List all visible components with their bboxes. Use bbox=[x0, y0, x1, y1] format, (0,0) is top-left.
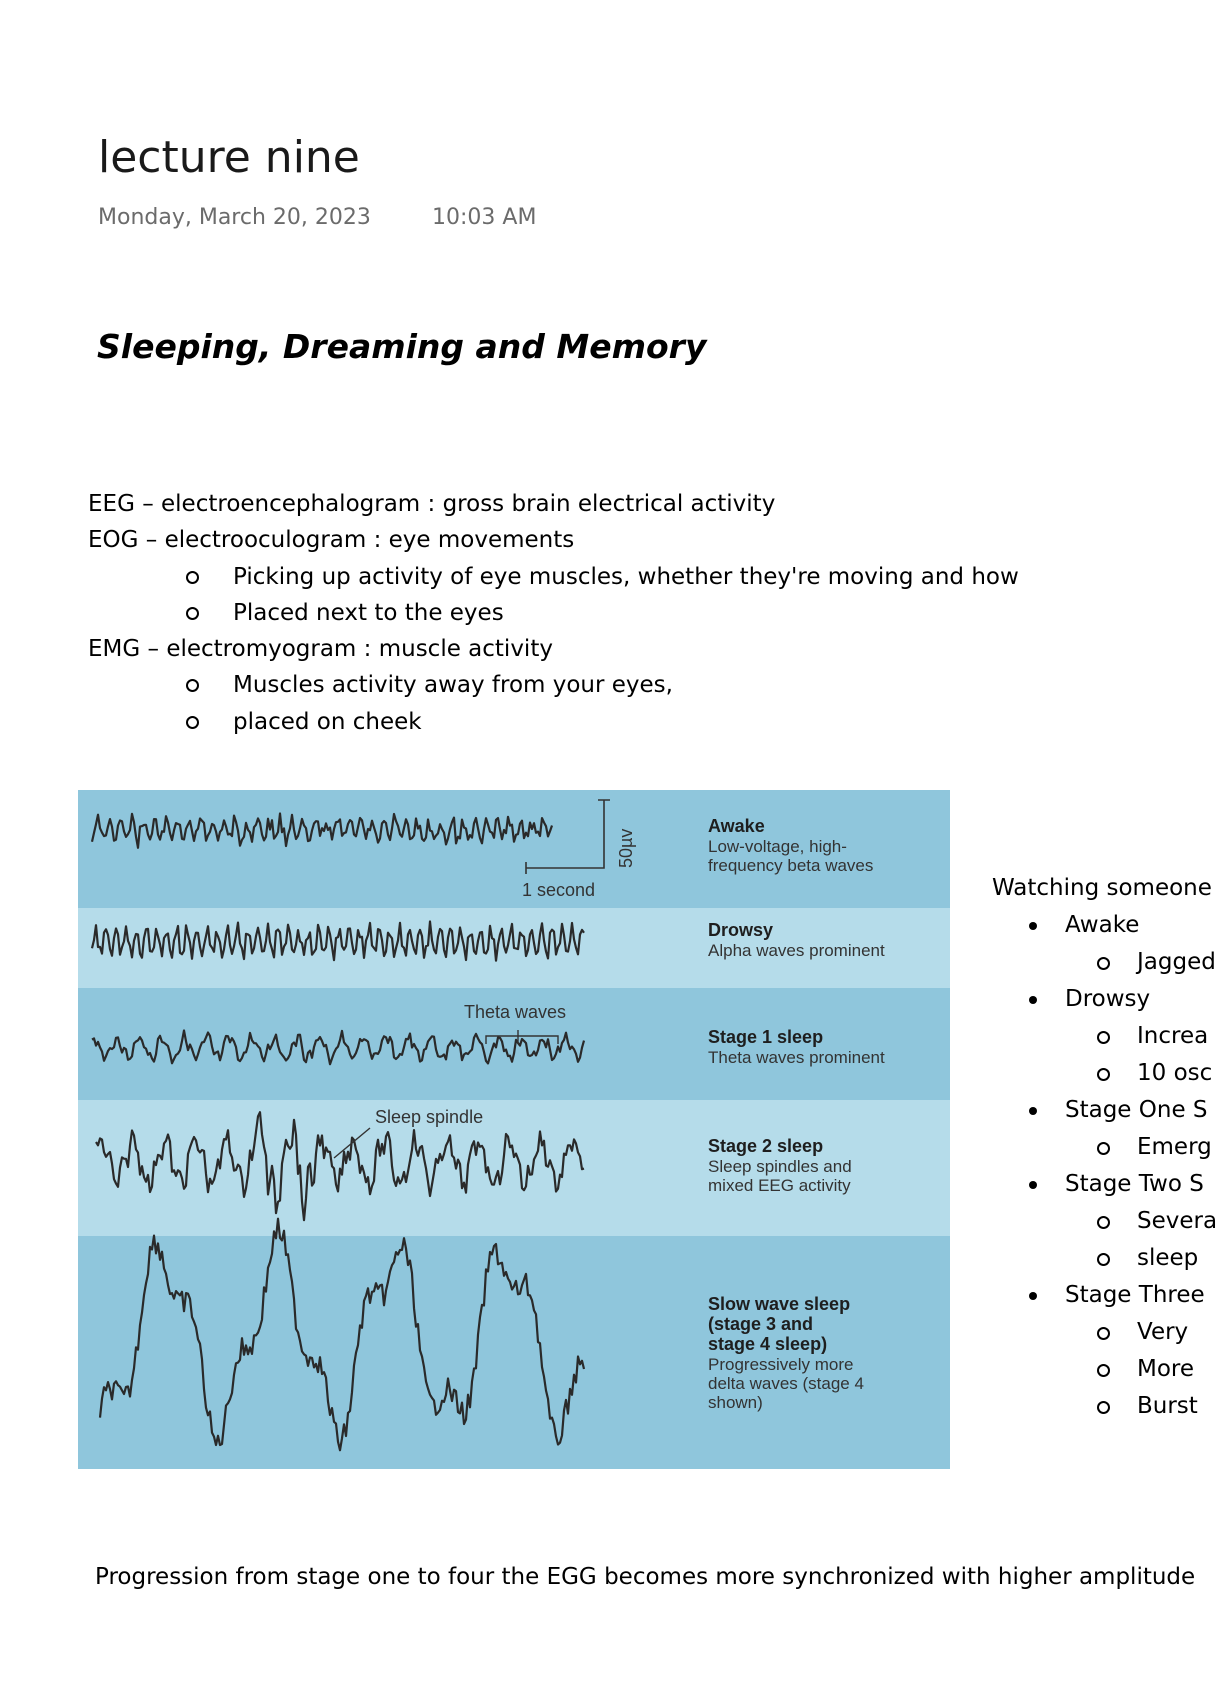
side-note-text: Stage Two S bbox=[1065, 1171, 1204, 1197]
circle-bullet-icon bbox=[1097, 1253, 1110, 1266]
theta-waves-annotation: Theta waves bbox=[464, 1002, 567, 1022]
side-note-text: Drowsy bbox=[1065, 986, 1151, 1012]
side-note-line bbox=[992, 870, 1212, 907]
side-note-text: Increa bbox=[1137, 1023, 1209, 1049]
circle-bullet-icon bbox=[186, 679, 199, 692]
stage-desc-drowsy: Alpha waves prominent bbox=[708, 941, 885, 960]
side-note-subitem bbox=[992, 1203, 1217, 1240]
circle-bullet-icon bbox=[1097, 1401, 1110, 1414]
side-note-text: Awake bbox=[1065, 912, 1140, 938]
svg-text:(stage 3 and bbox=[708, 1314, 813, 1334]
svg-text:stage 4 sleep) bbox=[708, 1334, 827, 1354]
side-note-text: Jagged bbox=[1137, 949, 1216, 975]
svg-text:mixed EEG activity bbox=[708, 1176, 851, 1195]
bullet-dot-icon bbox=[1029, 996, 1037, 1004]
bullet-dot-icon bbox=[1029, 922, 1037, 930]
svg-text:Stage 1 sleep bbox=[708, 1027, 823, 1047]
note-line: EMG – electromyogram : muscle activity bbox=[88, 636, 553, 663]
note-subitem bbox=[88, 704, 1200, 740]
footer-note: Progression from stage one to four the EGG becomes more synchronized with higher amplitude bbox=[95, 1564, 1196, 1590]
side-note-subitem bbox=[992, 944, 1216, 981]
stage-desc-awake: frequency beta waves bbox=[708, 856, 874, 875]
stage-desc-stage1: Theta waves prominent bbox=[708, 1048, 885, 1067]
side-notes bbox=[992, 870, 1217, 1425]
circle-bullet-icon bbox=[1097, 1327, 1110, 1340]
side-note-subitem bbox=[992, 1240, 1200, 1277]
stage-desc-slow-wave: shown) bbox=[708, 1393, 763, 1412]
circle-bullet-icon bbox=[186, 716, 199, 729]
bullet-dot-icon bbox=[1029, 1181, 1037, 1189]
svg-text:Low-voltage, high- bbox=[708, 837, 847, 856]
side-note-subitem bbox=[992, 1314, 1200, 1351]
circle-bullet-icon bbox=[1097, 957, 1110, 970]
svg-text:Drowsy bbox=[708, 920, 773, 940]
section-heading: Sleeping, Dreaming and Memory bbox=[97, 327, 707, 366]
side-note-text: Very bbox=[1137, 1319, 1189, 1345]
side-note-item bbox=[992, 1277, 1205, 1314]
side-note-subitem bbox=[992, 1388, 1200, 1425]
side-note-text: More bbox=[1137, 1356, 1195, 1382]
svg-text:Awake bbox=[708, 816, 765, 836]
side-note-text: Stage One S bbox=[1065, 1097, 1208, 1123]
stage-name-stage2: Stage 2 sleep bbox=[708, 1136, 824, 1156]
page-time: 10:03 AM bbox=[432, 205, 537, 230]
circle-bullet-icon bbox=[186, 607, 199, 620]
notes-list bbox=[88, 486, 1200, 740]
svg-text:delta waves (stage 4 bbox=[708, 1374, 864, 1393]
note-subitem-text: Placed next to the eyes bbox=[233, 599, 504, 626]
circle-bullet-icon bbox=[1097, 1068, 1110, 1081]
stage-name-slow-wave: stage 4 sleep) bbox=[708, 1334, 828, 1354]
side-note-text: sleep bbox=[1137, 1245, 1199, 1271]
side-note-item bbox=[992, 981, 1200, 1018]
circle-bullet-icon bbox=[1097, 1142, 1110, 1155]
svg-text:Alpha waves prominent bbox=[708, 941, 885, 960]
side-note-text: Severa bbox=[1137, 1208, 1217, 1234]
side-note-subitem bbox=[992, 1129, 1212, 1166]
page-title: lecture nine bbox=[98, 132, 360, 183]
side-note-text: Stage Three bbox=[1065, 1282, 1205, 1308]
note-subitem bbox=[88, 667, 1200, 703]
side-note-item bbox=[992, 907, 1200, 944]
stage-desc-awake: Low-voltage, high- bbox=[708, 837, 847, 856]
side-note-item bbox=[992, 1166, 1204, 1203]
note-line: EOG – electrooculogram : eye movements bbox=[88, 527, 575, 554]
svg-text:Theta waves prominent bbox=[708, 1048, 885, 1067]
circle-bullet-icon bbox=[1097, 1364, 1110, 1377]
side-note-text: Watching someone bbox=[992, 875, 1212, 901]
stage-desc-stage2: Sleep spindles and bbox=[708, 1157, 852, 1176]
note-subitem bbox=[88, 595, 1200, 631]
stage-desc-stage2: mixed EEG activity bbox=[708, 1176, 851, 1195]
svg-text:shown) bbox=[708, 1393, 763, 1412]
side-note-text: Burst bbox=[1137, 1393, 1198, 1419]
note-line: EEG – electroencephalogram : gross brain electrical activity bbox=[88, 491, 776, 517]
note-subitem-text: placed on cheek bbox=[233, 708, 422, 735]
circle-bullet-icon bbox=[1097, 1031, 1110, 1044]
svg-text:Stage 2 sleep bbox=[708, 1136, 823, 1156]
note-subitem-text: Muscles activity away from your eyes, bbox=[233, 672, 673, 699]
side-note-text: 10 osc bbox=[1137, 1060, 1213, 1086]
bullet-dot-icon bbox=[1029, 1107, 1037, 1115]
stage-name-slow-wave: Slow wave sleep bbox=[708, 1294, 851, 1314]
note-subitem bbox=[88, 559, 1200, 595]
page-date: Monday, March 20, 2023 bbox=[98, 205, 371, 230]
stage-name-drowsy: Drowsy bbox=[708, 920, 774, 940]
bullet-dot-icon bbox=[1029, 1292, 1037, 1300]
eeg-sleep-stages-figure bbox=[78, 790, 950, 1469]
svg-text:Sleep spindles and bbox=[708, 1157, 852, 1176]
circle-bullet-icon bbox=[1097, 1216, 1110, 1229]
stage-desc-slow-wave: delta waves (stage 4 bbox=[708, 1374, 864, 1393]
scale-voltage-label: 50µv bbox=[616, 828, 636, 868]
stage-name-stage1: Stage 1 sleep bbox=[708, 1027, 824, 1047]
svg-text:Progressively more bbox=[708, 1355, 854, 1374]
svg-text:frequency beta waves bbox=[708, 856, 873, 875]
side-note-subitem bbox=[992, 1018, 1209, 1055]
note-subitem-text: Picking up activity of eye muscles, whether they're moving and how bbox=[233, 563, 1019, 590]
side-note-item bbox=[992, 1092, 1208, 1129]
svg-text:Slow wave sleep bbox=[708, 1294, 850, 1314]
stage-name-slow-wave: (stage 3 and bbox=[708, 1314, 814, 1334]
scale-time-label: 1 second bbox=[522, 880, 596, 900]
side-note-subitem bbox=[992, 1351, 1200, 1388]
side-note-text: Emerg bbox=[1137, 1134, 1212, 1160]
sleep-spindle-annotation: Sleep spindle bbox=[375, 1107, 484, 1127]
stage-name-awake: Awake bbox=[708, 816, 765, 836]
circle-bullet-icon bbox=[186, 571, 199, 584]
side-note-subitem bbox=[992, 1055, 1213, 1092]
stage-desc-slow-wave: Progressively more bbox=[708, 1355, 854, 1374]
